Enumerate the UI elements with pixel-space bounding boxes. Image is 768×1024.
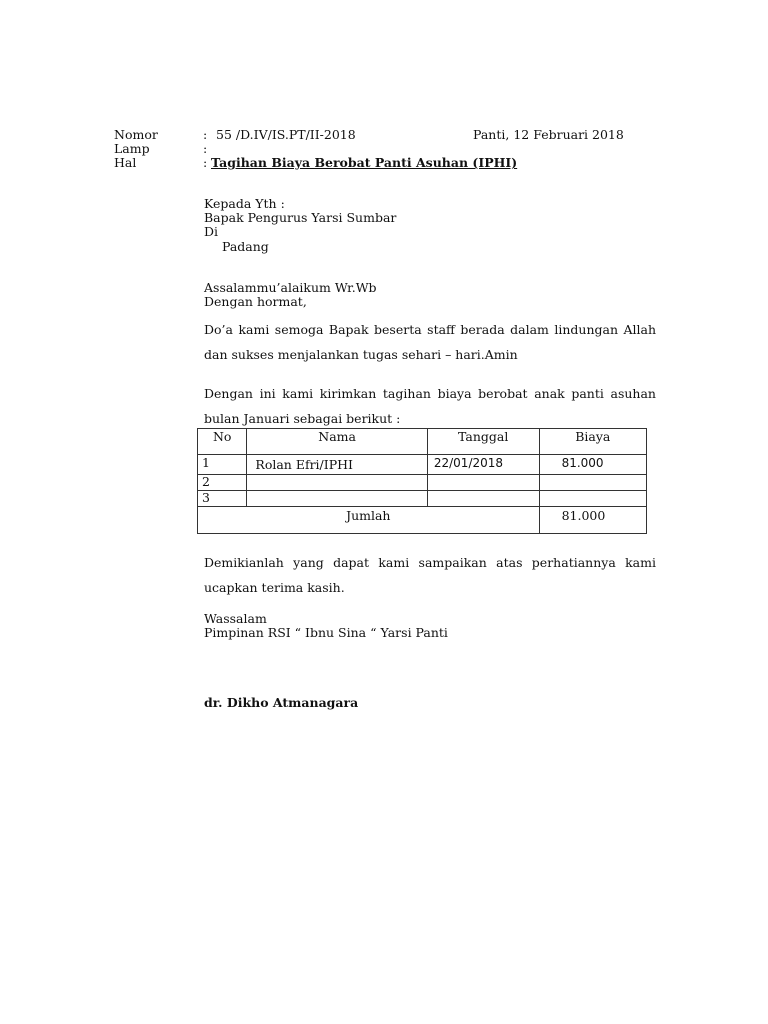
header-nama: Nama — [247, 429, 427, 455]
nomor-value: 55 /D.IV/IS.PT/II-2018 — [216, 127, 356, 142]
hal-value: Tagihan Biaya Berobat Panti Asuhan (IPHI) — [211, 155, 518, 170]
signature-name: dr. Dikho Atmanagara — [204, 695, 359, 710]
header-biaya: Biaya — [539, 429, 646, 455]
table-row — [198, 475, 647, 491]
cell-tanggal — [427, 475, 539, 491]
recipient-city: Padang — [222, 239, 269, 254]
table-total-row — [198, 507, 647, 534]
cell-nama — [247, 475, 427, 491]
hal-label: Hal — [114, 155, 137, 170]
cell-no: 3 — [198, 491, 247, 507]
recipient-line-3: Di — [204, 224, 219, 239]
hal-colon: : — [203, 155, 208, 170]
cell-biaya — [539, 491, 646, 507]
cell-biaya: 81.000 — [539, 455, 646, 475]
cell-biaya — [539, 475, 646, 491]
header-no: No — [198, 429, 247, 455]
cell-no: 1 — [198, 455, 247, 475]
bill-table — [197, 428, 647, 534]
cell-nama — [247, 491, 427, 507]
table-row — [198, 455, 647, 475]
header-tanggal: Tanggal — [427, 429, 539, 455]
cell-tanggal: 22/01/2018 — [427, 455, 539, 475]
salam-opening: Assalammu’alaikum Wr.Wb — [204, 280, 377, 295]
recipient-line-1: Kepada Yth : — [204, 196, 285, 211]
hormat-line: Dengan hormat, — [204, 294, 307, 309]
recipient-line-2: Bapak Pengurus Yarsi Sumbar — [204, 210, 397, 225]
cell-nama: Rolan Efri/IPHI — [247, 455, 427, 475]
nomor-colon: : — [203, 127, 208, 142]
signature-org: Pimpinan RSI “ Ibnu Sina “ Yarsi Panti — [204, 625, 448, 640]
table-row — [198, 491, 647, 507]
wassalam-line: Wassalam — [204, 611, 267, 626]
paragraph-tagihan: Dengan ini kami kirimkan tagihan biaya berobat anak panti asuhan bulan Januari sebagai berikut : — [204, 386, 656, 426]
total-label: Jumlah — [198, 507, 540, 534]
total-value: 81.000 — [539, 507, 646, 534]
cell-tanggal — [427, 491, 539, 507]
cell-no: 2 — [198, 475, 247, 491]
lamp-label: Lamp — [114, 141, 150, 156]
lamp-colon: : — [203, 141, 208, 156]
paragraph-doa: Do’a kami semoga Bapak beserta staff berada dalam lindungan Allah dan sukses menjalankan tugas sehari – hari.Amin — [204, 322, 656, 362]
paragraph-closing: Demikianlah yang dapat kami sampaikan atas perhatiannya kami ucapkan terima kasih. — [204, 555, 656, 595]
place-date: Panti, 12 Februari 2018 — [473, 127, 624, 142]
nomor-label: Nomor — [114, 127, 158, 142]
table-header-row — [198, 429, 647, 455]
